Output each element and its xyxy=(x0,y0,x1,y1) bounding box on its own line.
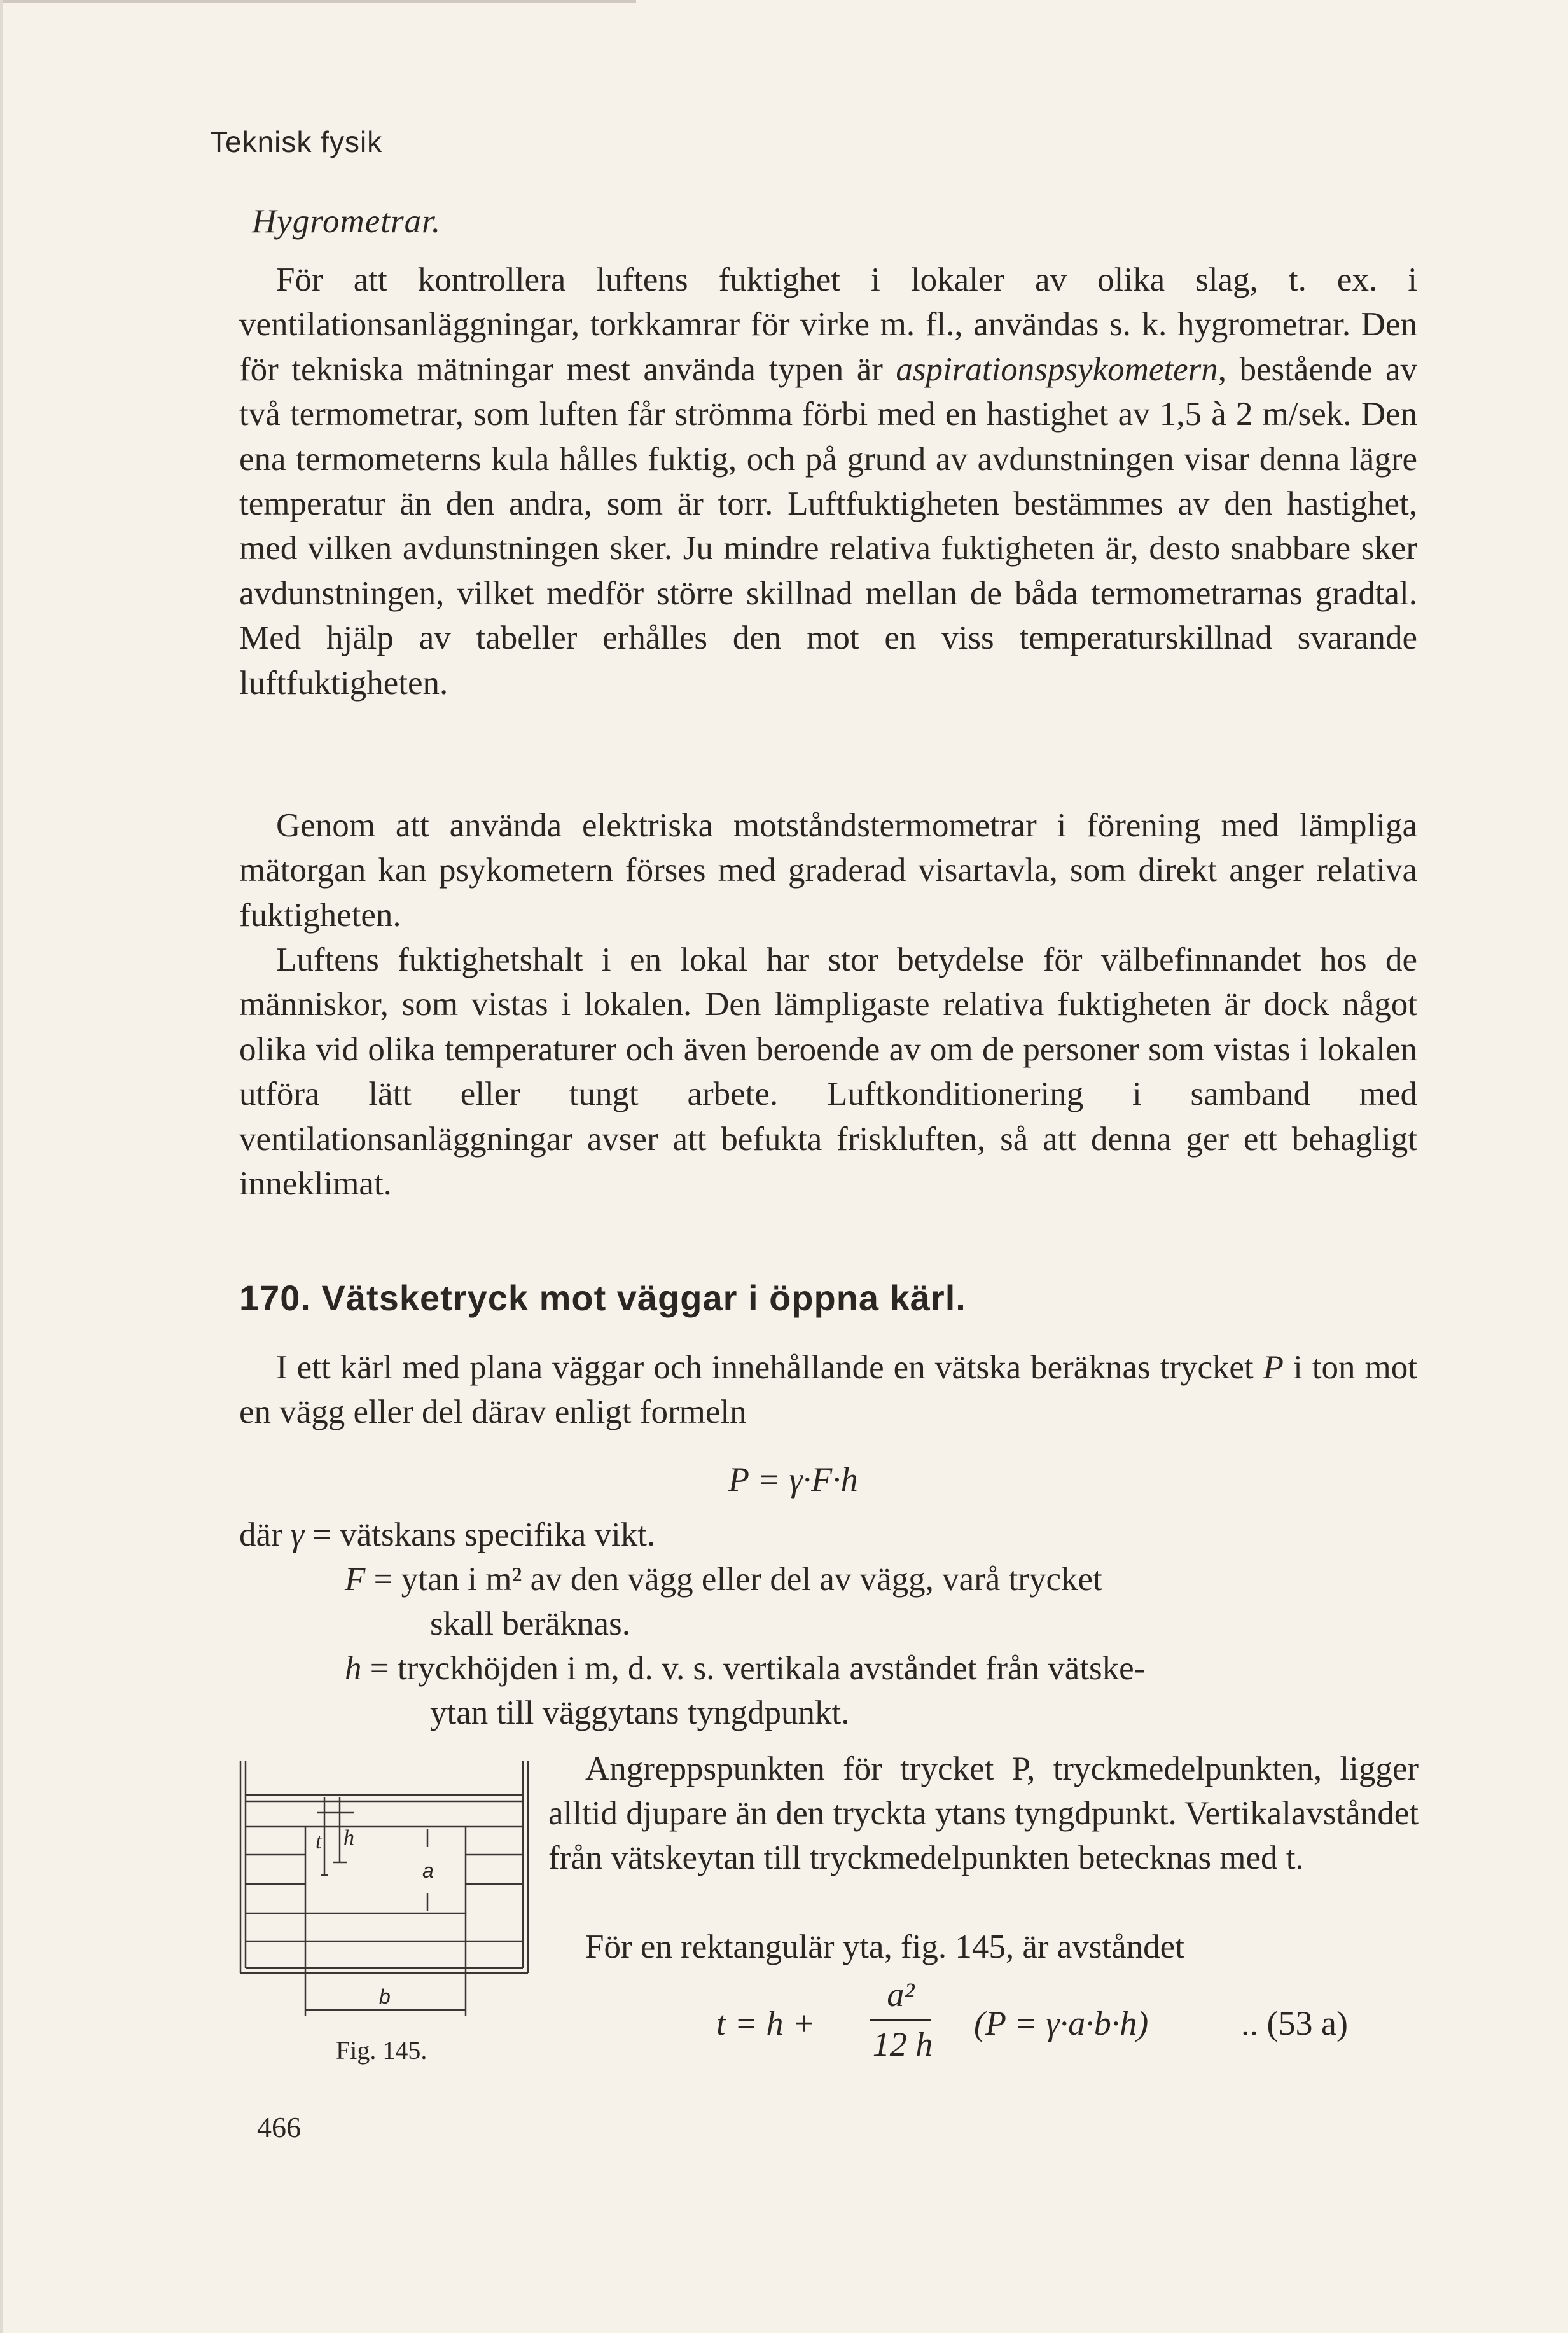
formula2-numerator: a² xyxy=(887,1976,915,2014)
where-h-cont: ytan till väggytans tyngdpunkt. xyxy=(430,1694,850,1731)
where-f-cont: skall beräknas. xyxy=(430,1605,630,1642)
scan-edge-top xyxy=(0,0,636,3)
figure-label-a: a xyxy=(422,1859,434,1882)
section-title: 170. Vätsketryck mot väggar i öppna kärl. xyxy=(239,1278,966,1318)
formula2-paren: (P = γ·a·b·h) xyxy=(974,2004,1149,2042)
figure-label-h: h xyxy=(343,1826,354,1850)
formula-53a xyxy=(716,1975,1416,2064)
where-h: h = tryckhöjden i m, d. v. s. vertikala avståndet från vätske- xyxy=(345,1650,1146,1687)
figure-side-paragraph-2: För en rektangulär yta, fig. 145, är avståndet xyxy=(585,1928,1184,1965)
paragraph-resistance-thermometers: Genom att använda elektriska motståndstermometrar i förening med lämpliga mätorgan kan psykometern förses med graderad visartavla, som direkt anger relativa fuktigheten. xyxy=(239,807,1417,934)
formula-pressure: P = γ·F·h xyxy=(728,1460,858,1499)
formula2-tag: .. (53 a) xyxy=(1241,2004,1348,2042)
figure-caption: Fig. 145. xyxy=(336,2036,427,2065)
running-header: Teknisk fysik xyxy=(210,125,383,158)
page-number: 466 xyxy=(257,2111,301,2143)
scan-edge-left xyxy=(0,0,3,2333)
where-f: F = ytan i m² av den vägg eller del av vägg, varå trycket xyxy=(345,1561,1102,1598)
paragraph-air-humidity: Luftens fuktighetshalt i en lokal har stor betydelse för välbefinnandet hos de människor, som vistas i lokalen. Den lämpligaste relativa fuktigheten är dock något olika vid olika temperaturer och även beroende av om de personer som vistas i lokalen utföra lätt eller tungt arbete. Luftkonditionering i samband med ventilationsanläggningar avser att befukta friskluften, så att denna ger ett behagligt inneklimat. xyxy=(239,941,1417,1203)
figure-label-t: t xyxy=(316,1830,322,1853)
formula2-lhs: t = h + xyxy=(716,2004,815,2042)
formula2-fraction-bar xyxy=(870,2019,931,2021)
formula2-denominator: 12 h xyxy=(872,2025,933,2063)
figure-side-paragraph: Angreppspunkten för trycket P, tryckmedelpunkten, ligger alltid djupare än den tryckta ytans tyngdpunkt. Vertikalavståndet från vätskeytan till tryckmedelpunkten betecknas med t. xyxy=(548,1750,1419,1876)
paragraph-hygrometers: För att kontrollera luftens fuktighet i lokaler av olika slag, t. ex. i ventilationsanläggningar, torkkamrar för virke m. fl., användas s. k. hygrometrar. Den för tekniska mätningar mest använda typen är aspirationspsykometern, bestående av två termometrar, som luften får strömma förbi med en hastighet av 1,5 à 2 m/sek. Den ena termometerns kula hålles fuktig, och på grund av avdunstningen visar denna lägre temperatur än den andra, som är torr. Luftfuktigheten bestämmes av den hastighet, med vilken avdunstningen sker. Ju mindre relativa fuktigheten är, desto snabbare sker avdunstningen, vilket medför större skillnad mellan de båda termometrarnas gradtal. Med hjälp av tabeller erhålles den mot en viss temperaturskillnad svarande luftfuktigheten. xyxy=(239,261,1417,702)
where-gamma: där γ = vätskans specifika vikt. xyxy=(239,1516,656,1553)
subsection-title: Hygrometrar. xyxy=(252,203,441,240)
figure-label-b: b xyxy=(379,1985,391,2008)
figure-145-diagram xyxy=(235,1743,541,2023)
section-intro: I ett kärl med plana väggar och innehållande en vätska beräknas trycket P i ton mot en vägg eller del därav enligt formeln xyxy=(239,1349,1418,1430)
